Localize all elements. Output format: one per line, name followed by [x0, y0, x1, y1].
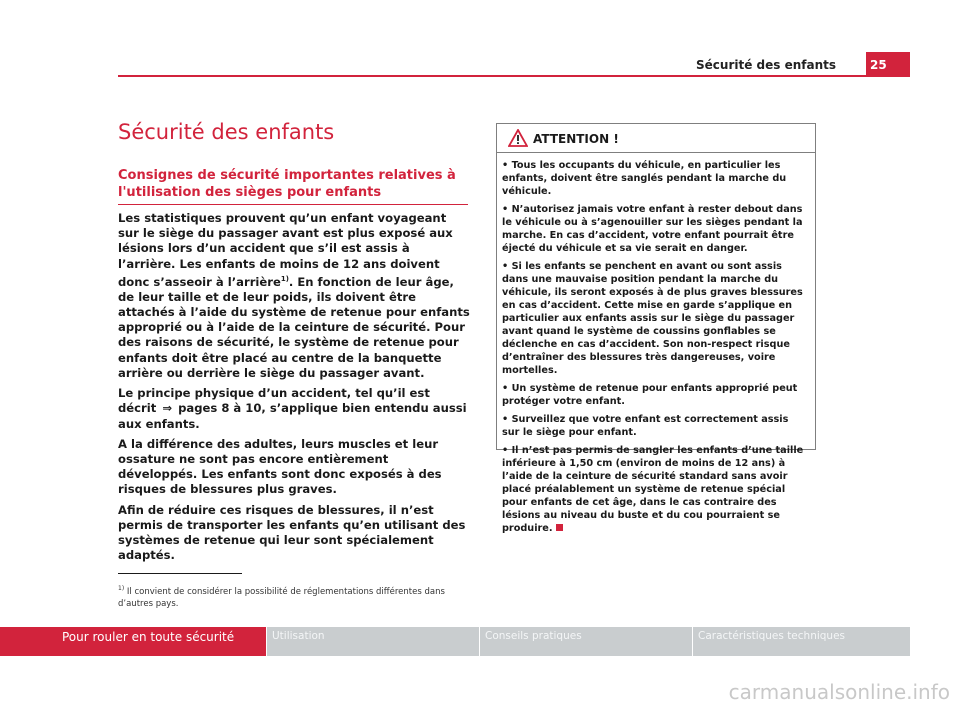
warning-item: • Surveillez que votre enfant est correctement assis sur le siège pour enfant. [502, 414, 789, 438]
chapter-navigation [0, 627, 960, 656]
warning-header [497, 124, 815, 153]
paragraph-3: A la différence des adultes, leurs muscles et leur ossature ne sont pas encore entièrement développés. Les enfants sont donc exposés à des risques de blessures plus graves. [118, 436, 442, 497]
nav-tab-conseils[interactable]: Conseils pratiques [480, 627, 692, 656]
footnote: $^{1)}$ Il convient de considérer la possibilité de réglementations différentes dans d’autres pays. [118, 585, 445, 609]
section-subtitle: Consignes de sécurité importantes relatives à l'utilisation des sièges pour enfants [118, 167, 468, 205]
warning-item: • N’autorisez jamais votre enfant à rester debout dans le véhicule ou à s’agenouiller sur les sièges pendant la marche. En cas d’accident, votre enfant pourrait être éjecté du véhicule et sa vie serait en danger. [502, 204, 803, 254]
nav-tab-securite[interactable]: Pour rouler en toute sécurité [0, 627, 266, 656]
nav-tab-utilisation[interactable]: Utilisation [267, 627, 479, 656]
paragraph-1: Les statistiques prouvent qu’un enfant voyageant sur le siège du passager avant est plus exposé aux lésions lors d’un accident que s’il est assis à l’arrière. Les enfants de moins de 12 ans doivent donc s’asseoir à l’arrière$^{1)}$. En fonction de leur âge, de leur taille et de leur poids, ils doivent être attachés à l’aide du système de retenue pour enfants approprié ou à l’aide de la ceinture de sécurité. Pour des raisons de sécurité, le système de retenue pour enfants doit être placé au centre de la banquette arrière ou derrière le siège du passager avant. [118, 211, 470, 380]
nav-tab-caracteristiques[interactable]: Caractéristiques techniques [693, 627, 910, 656]
warning-item: • Si les enfants se penchent en avant ou sont assis dans une mauvaise position pendant la marche du véhicule, ils seront exposés à de plus graves blessures en cas d’accident. Cette mise en garde s’applique en particulier aux enfants assis sur le siège du passager avant quand le système de coussins gonflables se déclenche en cas d’accident. Son non-respect risque d’entraîner des blessures très dangereuses, voire mortelles. [502, 261, 803, 376]
footnote-marker: 1) [118, 585, 125, 592]
footnote-ref[interactable]: 1) [280, 274, 289, 283]
cross-reference-arrow[interactable]: ⇒ [162, 401, 173, 416]
watermark: carmanualsonline.info [728, 680, 950, 704]
page-title: Sécurité des enfants [118, 120, 335, 144]
end-of-section-marker [556, 524, 563, 531]
warning-item: • Tous les occupants du véhicule, en particulier les enfants, doivent être sanglés pendant la marche du véhicule. [502, 160, 787, 197]
header-rule [118, 75, 910, 77]
warning-title: ATTENTION ! [533, 132, 619, 146]
body-text [118, 211, 470, 568]
warning-item: • Un système de retenue pour enfants approprié peut protéger votre enfant. [502, 383, 798, 407]
warning-item: • Il n’est pas permis de sangler les enfants d’une taille inférieure à 1,50 cm (environ de moins de 12 ans) à l’aide de la ceinture de sécurité standard sans avoir placé préalablement un système de retenue spécial pour enfants de cet âge, dans le cas contraire des lésions au niveau du buste et du cou pourraient se produire. [502, 445, 804, 534]
warning-body [497, 153, 815, 535]
paragraph-2: Le principe physique d’un accident, tel qu’il est décrit ⇒ pages 8 à 10, s’applique bien entendu aussi aux enfants. [118, 386, 467, 431]
warning-triangle-icon [508, 129, 528, 147]
page-number: 25 [866, 52, 910, 77]
footnote-rule [118, 573, 242, 574]
warning-box [496, 123, 816, 534]
paragraph-4: Afin de réduire ces risques de blessures, il n’est permis de transporter les enfants qu’en utilisant des systèmes de retenue qui leur sont spécialement adaptés. [118, 502, 466, 563]
running-header: Sécurité des enfants [696, 58, 836, 72]
